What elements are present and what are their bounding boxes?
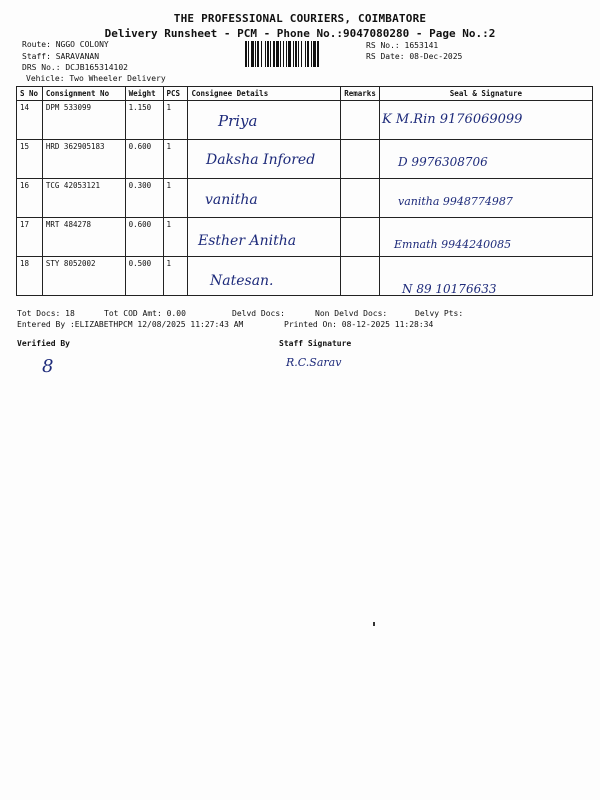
- handwritten-consignee: Priya: [218, 112, 258, 130]
- total-cod-amount: Tot COD Amt: 0.00: [104, 309, 186, 318]
- cell-pcs: 1: [163, 179, 188, 218]
- barcode-bar: [270, 41, 271, 67]
- barcode-bar: [273, 41, 275, 67]
- barcode-bar: [283, 41, 284, 67]
- verified-by-label: Verified By: [17, 339, 70, 348]
- table-header-row: [17, 87, 593, 101]
- barcode-bar: [255, 41, 256, 67]
- handwritten-consignee: Natesan.: [210, 273, 274, 289]
- cell-consignee: [188, 101, 341, 140]
- cell-pcs: 1: [163, 218, 188, 257]
- cell-remarks: [341, 140, 380, 179]
- barcode-bar: [295, 41, 297, 67]
- stray-mark: [373, 622, 375, 626]
- cell-remarks: [341, 179, 380, 218]
- barcode-bar: [311, 41, 312, 67]
- barcode-bar: [307, 41, 309, 67]
- barcode-bar: [267, 41, 269, 67]
- cell-weight: 1.150: [125, 101, 163, 140]
- barcode-bar: [261, 41, 262, 67]
- handwritten-consignee: Daksha Infored: [206, 152, 316, 168]
- table-row: [17, 257, 593, 296]
- non-delivered-docs: Non Delvd Docs:: [315, 309, 388, 318]
- rs-date: RS Date: 08-Dec-2025: [366, 52, 463, 61]
- cell-consignment: HRD 362905183: [42, 140, 125, 179]
- col-header-weight: Weight: [125, 87, 163, 101]
- company-title: THE PROFESSIONAL COURIERS, COIMBATORE: [173, 12, 427, 25]
- route-text: Route: NGGO COLONY: [22, 40, 109, 49]
- barcode-bar: [251, 41, 254, 67]
- cell-consignment: STY 8052002: [42, 257, 125, 296]
- barcode-bar: [305, 41, 306, 67]
- barcode-bar: [317, 41, 319, 67]
- delivery-points: Delvy Pts:: [415, 309, 464, 318]
- handwritten-signature: Emnath 9944240085: [394, 238, 512, 251]
- barcode-bar: [288, 41, 291, 67]
- col-header-pcs: PCS: [163, 87, 188, 101]
- cell-sno: 14: [17, 101, 43, 140]
- col-header-sno: S No: [17, 87, 43, 101]
- handwritten-signature: K M.Rin 9176069099: [382, 112, 523, 127]
- printed-on: Printed On: 08-12-2025 11:28:34: [284, 320, 434, 329]
- cell-sno: 17: [17, 218, 43, 257]
- barcode-bar: [280, 41, 281, 67]
- cell-sno: 15: [17, 140, 43, 179]
- drs-number: DRS No.: DCJB165314102: [22, 63, 128, 72]
- entered-by: Entered By :ELIZABETHPCM 12/08/2025 11:27:43 AM: [17, 320, 244, 329]
- handwritten-signature: D 9976308706: [398, 155, 488, 169]
- vehicle-text: Vehicle: Two Wheeler Delivery: [26, 74, 166, 83]
- staff-text: Staff: SARAVANAN: [22, 52, 100, 61]
- cell-consignment: MRT 484278: [42, 218, 125, 257]
- cell-pcs: 1: [163, 140, 188, 179]
- cell-sno: 18: [17, 257, 43, 296]
- col-header-consignee: Consignee Details: [188, 87, 341, 101]
- barcode-bar: [245, 41, 247, 67]
- col-header-remarks: Remarks: [341, 87, 380, 101]
- col-header-signature: Seal & Signature: [379, 87, 592, 101]
- handwritten-consignee: vanitha: [205, 192, 258, 208]
- cell-weight: 0.300: [125, 179, 163, 218]
- cell-remarks: [341, 218, 380, 257]
- barcode-bar: [313, 41, 316, 67]
- col-header-consignment: Consignment No: [42, 87, 125, 101]
- barcode-bar: [293, 41, 294, 67]
- total-docs: Tot Docs: 18: [17, 309, 75, 318]
- staff-signature-label: Staff Signature: [279, 339, 352, 348]
- cell-pcs: 1: [163, 257, 188, 296]
- cell-pcs: 1: [163, 101, 188, 140]
- verifier-signature: 8: [42, 356, 54, 377]
- cell-remarks: [341, 257, 380, 296]
- handwritten-consignee: Esther Anitha: [198, 233, 297, 249]
- cell-weight: 0.600: [125, 140, 163, 179]
- barcode-bar: [248, 41, 249, 67]
- barcode-bar: [276, 41, 279, 67]
- delivered-docs: Delvd Docs:: [232, 309, 285, 318]
- cell-weight: 0.600: [125, 218, 163, 257]
- barcode-bar: [257, 41, 259, 67]
- rs-number: RS No.: 1653141: [366, 41, 439, 50]
- cell-consignment: DPM 533099: [42, 101, 125, 140]
- cell-sno: 16: [17, 179, 43, 218]
- staff-signature: R.C.Sarav: [286, 356, 342, 369]
- cell-consignment: TCG 42053121: [42, 179, 125, 218]
- cell-remarks: [341, 101, 380, 140]
- handwritten-signature: vanitha 9948774987: [398, 195, 513, 208]
- barcode-image: [245, 41, 363, 67]
- barcode-bar: [298, 41, 299, 67]
- runsheet-subtitle: Delivery Runsheet - PCM - Phone No.:9047080280 - Page No.:2: [104, 27, 496, 40]
- barcode-bar: [301, 41, 302, 67]
- barcode-bar: [286, 41, 287, 67]
- cell-weight: 0.500: [125, 257, 163, 296]
- barcode-bar: [265, 41, 266, 67]
- handwritten-signature: N 89 10176633: [402, 282, 497, 296]
